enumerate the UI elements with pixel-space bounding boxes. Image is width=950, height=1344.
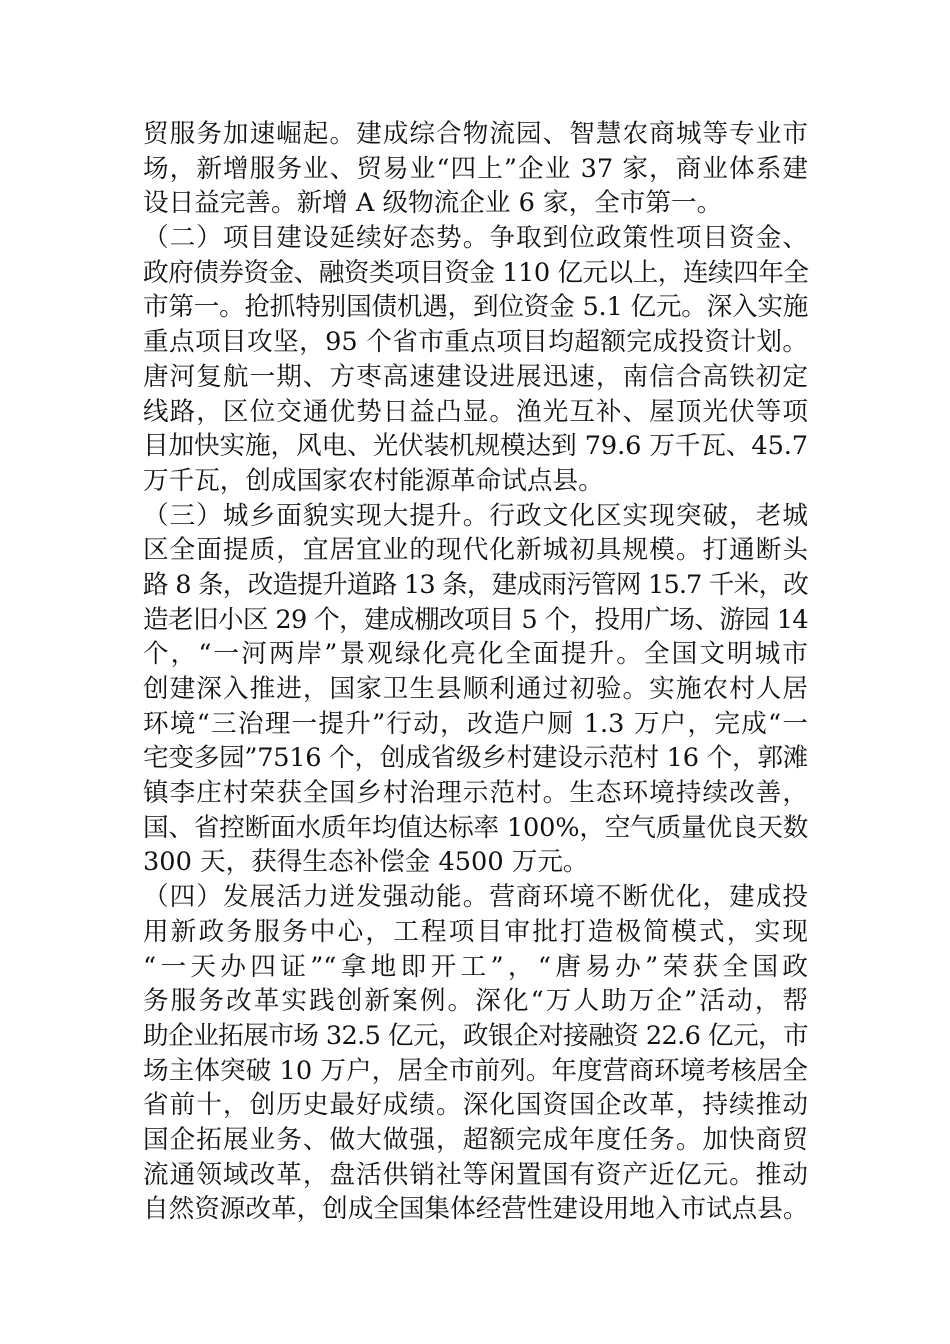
section-heading-line: （四）发展活力迸发强动能。营商环境不断优化，建成投 xyxy=(143,882,808,913)
text-line: 宅变多园”7516 个，创成省级乡村建设示范村 16 个，郭滩 xyxy=(143,743,808,774)
text-line: 造老旧小区 29 个，建成棚改项目 5 个，投用广场、游园 14 xyxy=(143,604,808,635)
section-heading-line: （二）项目建设延续好态势。争取到位政策性项目资金、 xyxy=(143,223,808,254)
text-line: 环境“三治理一提升”行动，改造户厕 1.3 万户，完成“一 xyxy=(143,708,808,739)
text-line: 唐河复航一期、方枣高速建设进展迅速，南信合高铁初定 xyxy=(143,361,808,392)
text-line: 个，“一河两岸”景观绿化亮化全面提升。全国文明城市 xyxy=(143,639,808,670)
text-line: 贸服务加速崛起。建成综合物流园、智慧农商城等专业市 xyxy=(143,119,808,149)
text-line: 政府债券资金、融资类项目资金 110 亿元以上，连续四年全 xyxy=(143,257,809,288)
text-line: 国、省控断面水质年均值达标率 100%，空气质量优良天数 xyxy=(143,812,809,843)
text-line: 场主体突破 10 万户，居全市前列。年度营商环境考核居全 xyxy=(143,1055,808,1086)
text-line: 场，新增服务业、贸易业“四上”企业 37 家，商业体系建 xyxy=(143,153,808,184)
text-line: 助企业拓展市场 32.5 亿元，政银企对接融资 22.6 亿元，市 xyxy=(143,1020,808,1051)
text-line: 国企拓展业务、做大做强，超额完成年度任务。加快商贸 xyxy=(143,1124,808,1155)
text-line: 省前十，创历史最好成绩。深化国资国企改革，持续推动 xyxy=(143,1090,808,1121)
text-line: 市第一。抢抓特别国债机遇，到位资金 5.1 亿元。深入实施 xyxy=(143,292,809,323)
text-line: 流通领域改革，盘活供销社等闲置国有资产近亿元。推动 xyxy=(143,1159,808,1190)
text-line: 用新政务服务中心，工程项目审批打造极简模式，实现 xyxy=(143,916,808,947)
text-line: 设日益完善。新增 A 级物流企业 6 家，全市第一。 xyxy=(143,188,723,219)
text-line: 自然资源改革，创成全国集体经营性建设用地入市试点县。 xyxy=(143,1194,809,1225)
text-line: 线路，区位交通优势日益凸显。渔光互补、屋顶光伏等项 xyxy=(143,396,808,427)
text-line: “一天办四证”“拿地即开工”，“唐易办”荣获全国政 xyxy=(143,951,808,982)
section-heading-line: （三）城乡面貌实现大提升。行政文化区实现突破，老城 xyxy=(143,500,808,531)
text-line: 万千瓦，创成国家农村能源革命试点县。 xyxy=(143,465,604,496)
text-line: 区全面提质，宜居宜业的现代化新城初具规模。打通断头 xyxy=(143,535,808,566)
text-line: 创建深入推进，国家卫生县顺利通过初验。实施农村人居 xyxy=(143,674,808,704)
text-line: 300 天，获得生态补偿金 4500 万元。 xyxy=(143,847,589,878)
body-text xyxy=(143,117,808,1227)
text-line: 重点项目攻坚，95 个省市重点项目均超额完成投资计划。 xyxy=(143,327,808,358)
text-line: 镇李庄村荣获全国乡村治理示范村。生态环境持续改善， xyxy=(143,778,808,809)
text-line: 务服务改革实践创新案例。深化“万人助万企”活动，帮 xyxy=(143,986,808,1017)
text-line: 路 8 条，改造提升道路 13 条，建成雨污管网 15.7 千米，改 xyxy=(143,569,808,600)
text-line: 目加快实施，风电、光伏装机规模达到 79.6 万千瓦、45.7 xyxy=(143,431,808,462)
